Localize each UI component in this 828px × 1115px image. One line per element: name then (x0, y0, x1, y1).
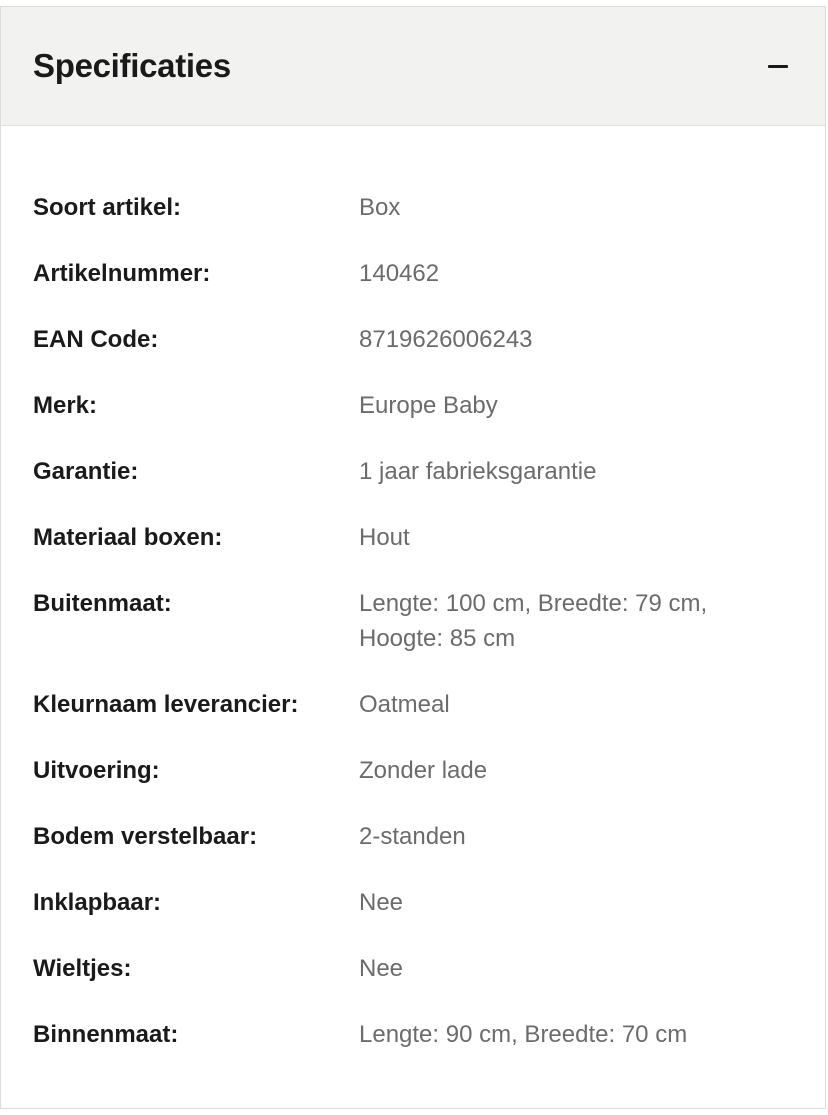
spec-row (1, 819, 825, 885)
spec-row (1, 388, 825, 454)
spec-row (1, 256, 825, 322)
spec-row (1, 687, 825, 753)
spec-row (1, 885, 825, 951)
spec-value: Europe Baby (359, 392, 498, 419)
spec-row (1, 190, 825, 256)
spec-value: Hout (359, 524, 410, 551)
spec-label: Wieltjes: (33, 955, 132, 982)
spec-label: Garantie: (33, 458, 139, 485)
spec-value: Nee (359, 889, 404, 916)
spec-label: EAN Code: (33, 326, 159, 353)
spec-row (1, 951, 825, 1017)
spec-row (1, 322, 825, 388)
spec-label: Soort artikel: (33, 194, 182, 221)
specifications-panel (0, 6, 826, 1109)
spec-label: Uitvoering: (33, 757, 160, 784)
section-title: Specificaties (33, 47, 231, 84)
spec-value: 140462 (359, 260, 440, 287)
spec-list (1, 126, 825, 1083)
spec-label: Buitenmaat: (33, 590, 172, 617)
spec-label: Bodem verstelbaar: (33, 823, 258, 850)
specifications-header[interactable] (1, 7, 825, 126)
spec-value: Lengte: 90 cm, Breedte: 70 cm (359, 1021, 688, 1048)
spec-value: Lengte: 100 cm, Breedte: 79 cm, Hoogte: 85 cm (359, 590, 708, 652)
spec-label: Inklapbaar: (33, 889, 162, 916)
spec-value: Oatmeal (359, 691, 450, 718)
spec-label: Artikelnummer: (33, 260, 211, 287)
spec-row (1, 753, 825, 819)
spec-value: Nee (359, 955, 404, 982)
spec-value: Zonder lade (359, 757, 488, 784)
spec-row (1, 454, 825, 520)
spec-label: Merk: (33, 392, 98, 419)
spec-value: 8719626006243 (359, 326, 533, 353)
spec-row (1, 586, 825, 687)
spec-row (1, 1017, 825, 1083)
spec-label: Binnenmaat: (33, 1021, 179, 1048)
minus-icon[interactable] (767, 55, 789, 77)
spec-value: 2-standen (359, 823, 466, 850)
spec-label: Materiaal boxen: (33, 524, 223, 551)
spec-value: 1 jaar fabrieksgarantie (359, 458, 597, 485)
spec-value: Box (359, 194, 401, 221)
spec-label: Kleurnaam leverancier: (33, 691, 299, 718)
spec-row (1, 520, 825, 586)
